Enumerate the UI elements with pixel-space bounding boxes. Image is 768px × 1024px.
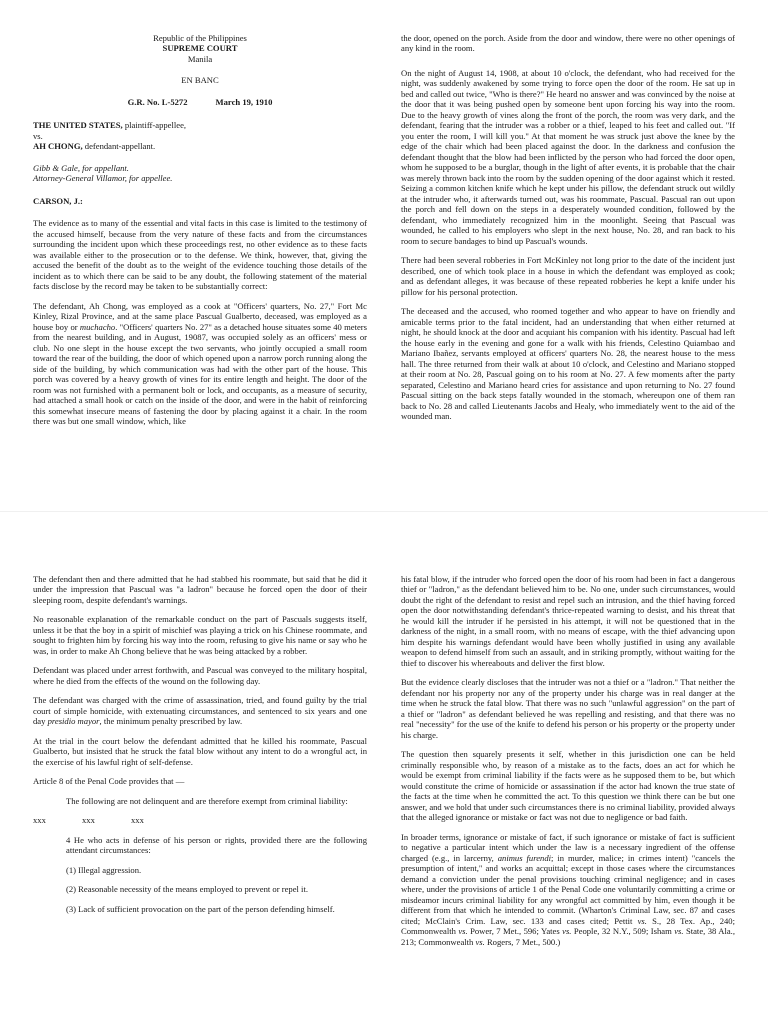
text-run: , the minimum penalty prescribed by law. (99, 716, 243, 727)
italic-term: vs. (637, 915, 647, 926)
page-2-left-column (33, 574, 367, 923)
quoted-provision: 4 He who acts in defense of his person or rights, provided there are the following attendant circumstances: (66, 834, 367, 856)
en-banc-label: EN BANC (181, 75, 219, 86)
paragraph: his fatal blow, if the intruder who forced open the door of his room had been in fact a dangerous thief or "ladron," as the defendant believed him to be. No one, under such circumstances, would doubt the right of the defendant to resist and repel such an intrusion, and the thief having forced open the door notwithstanding defendant's thrice-repeated warning to desist, and his threat that he would kill the intruder if he persisted in his attempt, it will not be questioned that in the darkness of the night, in a small room, with no means of escape, with the thief advancing upon him despite his warnings defendant would have been wholly justified in using any available weapon to defend himself from such an assault, and in striking promptly, without waiting for the thief to discover his whereabouts and deliver the first blow. (401, 574, 735, 668)
page-2 (0, 512, 768, 1024)
paragraph: the door, opened on the porch. Aside from the door and window, there were no other openings of any kind in the room. (401, 33, 735, 54)
plaintiff-name: THE UNITED STATES, (33, 120, 123, 131)
defendant-line (33, 141, 367, 151)
italic-term: muchacho (79, 321, 116, 332)
quoted-provision: The following are not delinquent and are therefore exempt from criminal liability: (66, 795, 348, 806)
ponente: CARSON, J.: (33, 195, 83, 206)
text-run: S., 28 Tex. Ap., 240; Commonwealth (401, 915, 735, 937)
paragraph: The question then squarely presents it self, whether in this jurisdiction one can be held criminally responsible who, by reason of a mistake as to the facts, does an act for which he would be exempt from criminal liability if the facts were as he supposed them to be, but which would constitute the crime of homicide or assassination if the actor had known the true state of the facts at the time when he committed the act. To this question we think there can be but one answer, and we hold that under such circumstances there is no criminal liability, provided always that the alleged ignorance or mistake or fact was not due to negligence or bad faith. (401, 749, 735, 823)
omission-mark: xxx (82, 815, 95, 826)
text-run: The defendant was charged with the crime of assassination, tried, and found guilty by the trial court of simple homicide, with extenuating circumstances, and sentenced to six years and one day (33, 695, 367, 727)
paragraph: Defendant was placed under arrest forthwith, and Pascual was conveyed to the military hospital, where he died from the effects of the wound on the following day. (33, 665, 367, 686)
italic-term: vs. (562, 926, 572, 937)
plaintiff-role: plaintiff-appellee, (122, 120, 187, 131)
text-run: State, 38 Ala., 213; Commonwealth (401, 926, 735, 947)
text-run: People, 32 N.Y., 509; Isham (571, 926, 675, 937)
italic-term: animus furendi (497, 852, 552, 863)
versus: vs. (33, 130, 43, 141)
case-parties (33, 120, 367, 151)
quoted-provision: (1) Illegal aggression. (66, 864, 142, 875)
paragraph (401, 832, 735, 947)
paragraph (33, 695, 367, 726)
counsel-appellee: Attorney-General Villamor, for appellee. (33, 173, 173, 184)
page-2-right-column (401, 574, 735, 956)
text-run: The defendant, Ah Chong, was employed as a cook at "Officers' quarters, No. 27," Fort Mc Kinley, Rizal Province, and at the same place Pascual Gualberto, deceased, was employed as a house boy or (33, 300, 367, 332)
page-1-left-column (33, 33, 367, 436)
paragraph: The deceased and the accused, who roomed together and who appear to have on friendly and amicable terms prior to the fatal incident, had an understanding that when either returned at night, he should knock at the door and acquiant his companion with his identity. Pascual had left the house early in the evening and gone for a walk with his friends, Celestino Quiambao and Mariano Ibañez, servants employed at officers' quarters No. 28, the nearest house to the mess hall. The three returned from their walk at about 10 o'clock, and Celestino and Mariano stopped at their room at No. 28, Pascual going on to his room at No. 27. A few moments after the party separated, Celestino and Mariano heard cries for assistance and upon returning to No. 27 found Pascual sitting on the back steps fatally wounded in the stomach, whereupon one of them ran back to No. 28 and called Lieutenants Jacobs and Healy, who immediately went to the aid of the wounded man. (401, 306, 735, 421)
italic-term: vs. (475, 936, 485, 947)
paragraph: On the night of August 14, 1908, at about 10 o'clock, the defendant, who had received for the night, was suddenly awakened by some trying to force open the door of the room. He sat up in bed and called out twice, "Who is there?" He heard no answer and was convinced by the noise at the door that it was being pushed open by someone bent upon forcing his way into the room. Due to the heavy growth of vines along the front of the porch, the room was very dark, and the defendant, fearing that the intruder was a robber or a thief, leaped to his feet and called out. "If you enter the room, I will kill you." At that moment he was struck just above the knee by the edge of the chair which had been placed against the door. In the darkness and confusion the defendant thought that the blow had been inflicted by the person who had forced the door open, whom he supposed to be a burglar, though in the light of after events, it is probable that the chair was merely thrown back into the room by the sudden opening of the door against which it rested. Seizing a common kitchen knife which he kept under his pillow, the defendant struck out wildly at the intruder who, it afterwards turned out, was his roommate, Pascual. Pascual ran out upon the porch and fell down on the steps in a desperately wounded condition, followed by the defendant, who immediately recognized him in the moonlight. Seeing that Pascual was wounded, he called to his employers who slept in the next house, No. 28, and ran back to his room to secure bandages to bind up Pascual's wounds. (401, 67, 735, 246)
quoted-provision: (2) Reasonable necessity of the means employed to prevent or repel it. (66, 884, 308, 895)
defendant-role: defendant-appellant. (82, 141, 156, 152)
italic-term: vs. (674, 926, 684, 937)
counsel-block (33, 163, 367, 184)
defendant-name: AH CHONG, (33, 141, 83, 152)
case-number-line (33, 97, 367, 107)
omission-marks (33, 815, 367, 825)
paragraph: The evidence as to many of the essential and vital facts in this case is limited to the testimony of the accused himself, because from the very nature of these facts and from the circumstances surrounding the incident upon which these proceedings rest, no other evidence as to these facts was available either to the prosecution or to the defense. We think, however, that, giving the accused the benefit of the doubt as to the weight of the evidence touching those details of the incident as to which there can be said to be any doubt, the following statement of the material facts disclose by the record may be taken to be substantially correct: (33, 218, 367, 292)
republic-line: Republic of the Philippines (153, 33, 247, 43)
gr-number: G.R. No. L-5272 (127, 96, 188, 107)
omission-mark: xxx (131, 815, 144, 826)
quoted-provision: (3) Lack of sufficient provocation on the part of the person defending himself. (66, 903, 335, 914)
paragraph: At the trial in the court below the defendant admitted that he killed his roommate, Pascual Gualberto, but insisted that he struck the fatal blow without any intent to do a wrongful act, in the exercise of his lawful right of self-defense. (33, 735, 367, 767)
paragraph: But the evidence clearly discloses that the intruder was not a thief or a "ladron." That neither the defendant nor his property nor any of the property under his charge was in real danger at the time when he struck the fatal blow. That there was no such "unlawful aggression" on the part of a thief or "ladron" as defendant believed he was repelling and resisting, and that there was no real "necessity" for the use of the knife to defend his person or his property or the property under his charge. (401, 677, 735, 740)
paragraph: There had been several robberies in Fort McKinley not long prior to the date of the incident just described, one of which took place in a house in which the defendant was employed as cook; and as defendant alleges, it was because of these repeated robberies he kept a knife under his pillow for his personal protection. (401, 255, 735, 297)
text-run: . "Officers' quarters No. 27" as a detached house situates some 40 meters from the nearest building, and in August, 19087, was occupied solely as an officers' mess or club. No one slept in the house except the two servants, who jointly occupied a small room toward the rear of the building, the door of which opened upon a narrow porch running along the side of the building, by which communication was had with the other part of the house. This porch was covered by a heavy growth of vines for its entire length and height. The door of the room was not furnished with a permanent bolt or lock, and occupants, as a measure of security, had attached a small hook or catch on the inside of the door, and were in the habit of reinforcing this somewhat insecure means of fastening the door by placing against it a chair. In the room there was but one small window, which, like (33, 321, 368, 427)
paragraph (33, 301, 367, 427)
counsel-appellant: Gibb & Gale, for appellant. (33, 162, 129, 173)
paragraph: Article 8 of the Penal Code provides that — (33, 776, 185, 787)
italic-term: presidio mayor (47, 716, 100, 727)
paragraph: The defendant then and there admitted that he had stabbed his roommate, but said that he did it under the impression that Pascual was "a ladron" because he forced open the door of their sleeping room, despite defendant's warnings. (33, 574, 367, 605)
paragraph: No reasonable explanation of the remarkable conduct on the part of Pascuals suggests itself, unless it be that the boy in a spirit of mischief was playing a trick on his Chinese roommate, and sought to frighten him by forcing his way into the room, refusing to give his name or say who he was, in order to make Ah Chong believe that he was being attacked by a robber. (33, 614, 367, 656)
text-run: Rogers, 7 Met., 500.) (484, 936, 561, 947)
decision-date: March 19, 1910 (215, 96, 273, 107)
page-1-right-column (401, 33, 735, 430)
text-run: Power, 7 Met., 596; Yates (467, 926, 563, 937)
omission-mark: xxx (33, 815, 46, 826)
court-city: Manila (187, 53, 213, 64)
text-run: In broader terms, ignorance or mistake of fact, if such ignorance or mistake of fact is sufficient to negative a particular intent which under the law is a necessary ingredient of the offense charged (e.g., in larcerny, (401, 831, 735, 863)
court-name: SUPREME COURT (162, 43, 238, 54)
text-run: ; in murder, malice; in crimes intent) "cancels the presumption of intent," and works an acquittal; except in those cases where the circumstances demand a conviction under the penal provisions touching criminal negligence; and in cases where, under the provisions of article 1 of the Penal Code one voluntarily committing a crime or misdeamor incurs criminal liability for any wrongful act committed by him, even though it be different from that which he intended to commit. (Wharton's Criminal Law, sec. 87 and cases cited; McClain's Crim. Law, sec. 133 and cases cited; Pettit (401, 852, 735, 926)
case-header (33, 33, 367, 86)
plaintiff-line (33, 120, 367, 130)
italic-term: vs. (458, 926, 468, 937)
